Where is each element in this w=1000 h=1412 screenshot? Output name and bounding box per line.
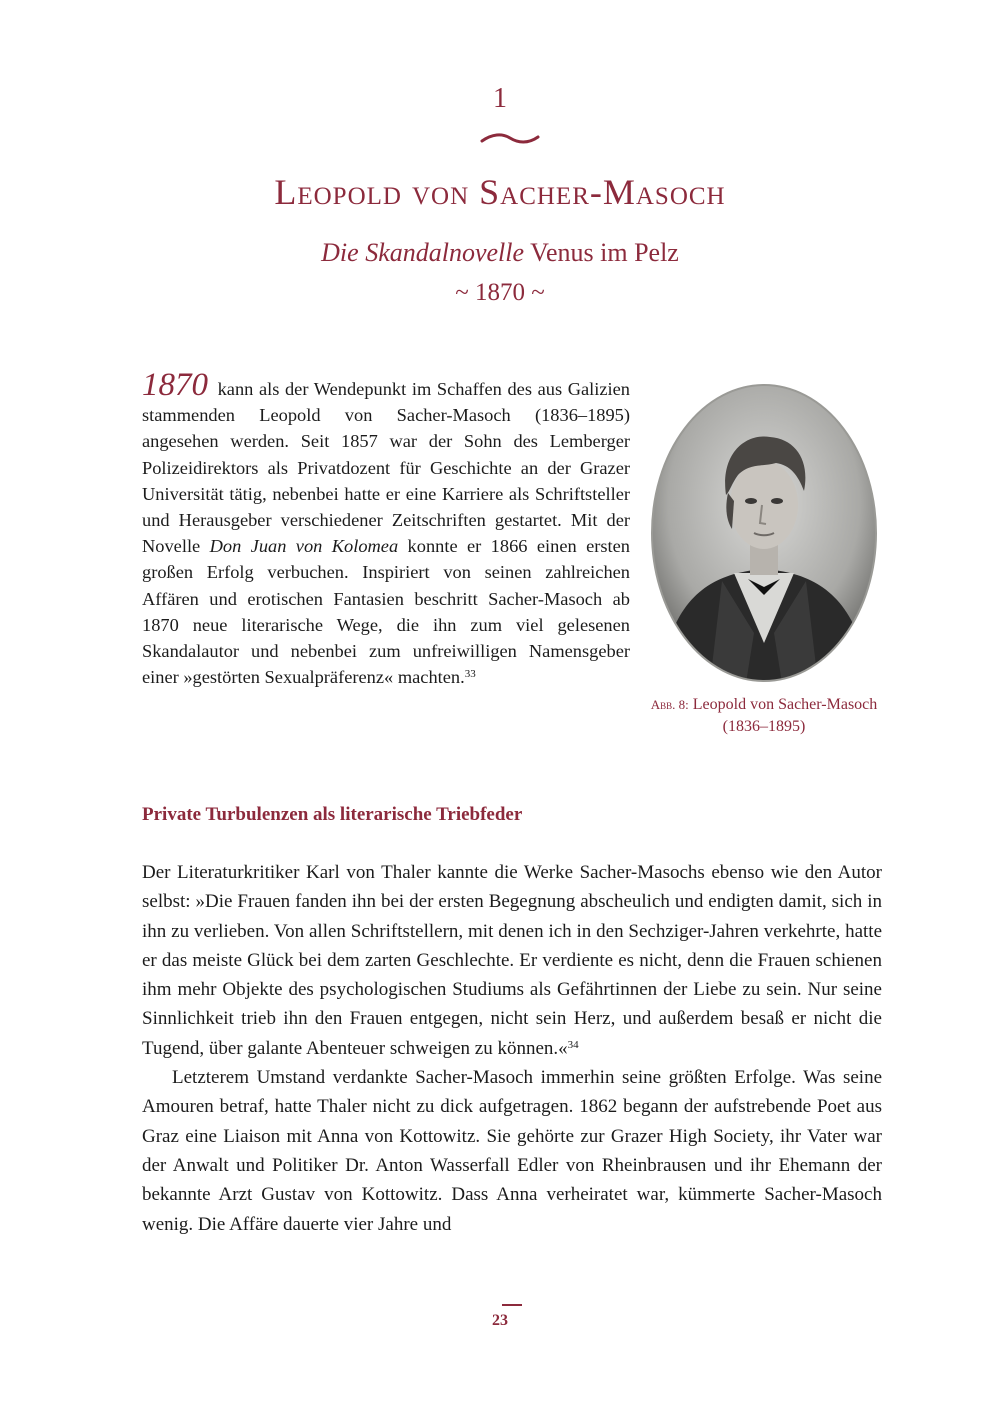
caption-line-2: (1836–1895) bbox=[722, 718, 806, 735]
footnote-ref-33: 33 bbox=[464, 668, 476, 681]
swash-ornament-icon bbox=[478, 128, 542, 150]
paragraph-1-text: Der Literaturkritiker Karl von Thaler kannte die Werke Sacher-Masochs ebenso wie den Autor selbst: »Die Frauen fanden ihn bei der ersten Begegnung abscheulich und endigten damit, sich in ihn zu verlieben. Von allen Schriftstellern, mit denen ich in den Sechziger-Jahren verkehrte, hatte er das meiste Glück bei dem zarten Geschlechte. Er verdiente es nicht, denn die Frauen schienen ihm mehr Objekte des psychologischen Studiums als Gefährtinnen der Liebe zu sein. Nur seine Sinnlichkeit trieb ihn den Frauen entgegen, nicht sein Herz, und außerdem besaß er nicht die Tugend, über galante Abenteuer schweigen zu können.« bbox=[142, 862, 882, 1059]
chapter-subtitle bbox=[0, 235, 1000, 271]
portrait-image bbox=[650, 383, 878, 683]
subtitle-roman: Venus im Pelz bbox=[530, 238, 679, 267]
caption-line-1: Leopold von Sacher-Masoch bbox=[692, 696, 878, 713]
chapter-number: 1 bbox=[493, 83, 507, 114]
intro-paragraph bbox=[142, 367, 630, 690]
footnote-ref-34: 34 bbox=[567, 1038, 579, 1051]
intro-text-2: konnte er 1866 einen ersten großen Erfolg verbuchen. Inspiriert von seinen zahlreichen Affären und erotischen Fantasien beschritt Sacher-Masoch ab 1870 neue literarische Wege, die ihn zum viel gelesenen Skandalautor und nebenbei zum unfreiwilligen Namensgeber einer »gestörten Sexualpräferenz« machten. bbox=[142, 536, 630, 688]
body-text bbox=[142, 858, 882, 1239]
body-paragraph-2: Letzterem Umstand verdankte Sacher-Masoch immerhin seine größten Erfolge. Was seine Amouren betraf, hatte Thaler nicht zu dick aufgetragen. 1862 begann der aufstrebende Poet aus Graz eine Liaison mit Anna von Kottowitz. Sie gehörte zur Grazer High Society, ihr Vater war der Anwalt und Politiker Dr. Anton Wasserfall Edler von Rheinbrausen und ihr Ehemann der bekannte Arzt Gustav von Kottowitz. Dass Anna verheiratet war, kümmerte Sacher-Masoch wenig. Die Affäre dauerte vier Jahre und bbox=[142, 1067, 882, 1235]
page-number: 23 bbox=[492, 1312, 508, 1329]
section-heading: Private Turbulenzen als literarische Triebfeder bbox=[142, 804, 523, 825]
body-paragraph-1 bbox=[142, 858, 882, 1063]
figure-caption bbox=[628, 694, 900, 738]
lead-year: 1870 bbox=[142, 367, 208, 403]
intro-title-italic: Don Juan von Kolomea bbox=[209, 536, 399, 557]
intro-text-1: kann als der Wendepunkt im Schaffen des aus Galizien stammenden Leopold von Sacher-Masoch (1836–1895) angesehen werden. Seit 1857 war der Sohn des Lemberger Polizeidirektors als Privatdozent für Geschichte an der Grazer Universität tätig, nebenbei hatte er eine Karriere als Schriftsteller und Herausgeber verschiedener Zeitschriften gestartet. Mit der Novelle bbox=[142, 379, 630, 557]
page-number-rule bbox=[502, 1304, 522, 1306]
subtitle-italic: Die Skandalnovelle bbox=[321, 238, 525, 267]
figure-label: Abb. 8: bbox=[650, 697, 689, 712]
chapter-title: Leopold von Sacher-Masoch bbox=[274, 172, 726, 212]
chapter-year: ~ 1870 ~ bbox=[455, 279, 545, 306]
